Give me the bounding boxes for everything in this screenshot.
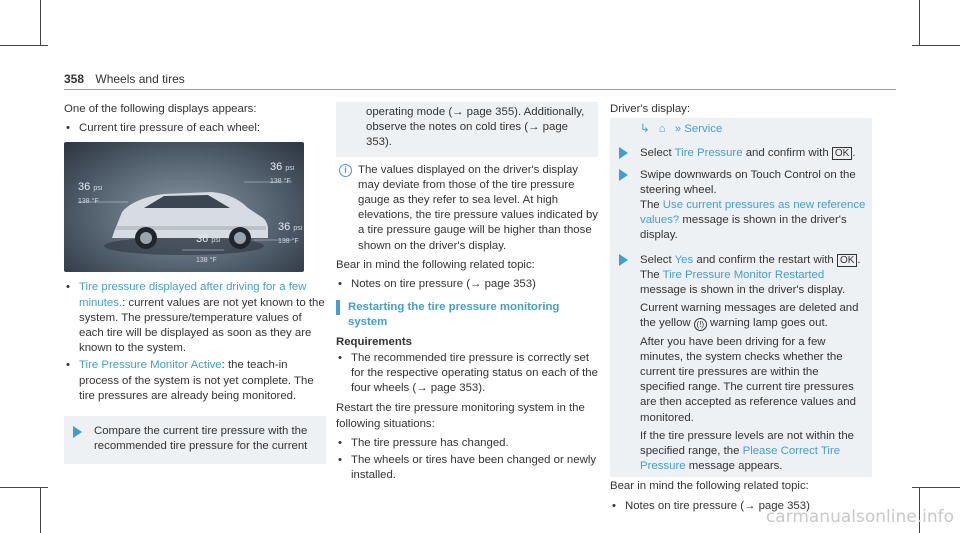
crop-mark <box>40 0 41 46</box>
related-topic-link[interactable]: • Notes on tire pressure (→ page 353) <box>336 277 598 292</box>
bullet-pressure-after-driving: • Tire pressure displayed after driving for a few minutes.: current values are not yet known to the system. The pressure/temperature values of each tire will be displayed as soon as they are known to the system. <box>64 280 326 356</box>
restart-intro: Restart the tire pressure monitoring system in the following situations: <box>336 402 585 430</box>
step-select-tire-pressure: Select Tire Pressure and confirm with OK . <box>610 143 872 164</box>
requirements-heading: Requirements <box>336 335 412 348</box>
watermark: carmanualsonline.info <box>765 507 954 527</box>
step-compare-pressure: Compare the current tire pressure with the recommended tire pressure for the current <box>64 416 326 464</box>
crop-mark <box>912 487 960 488</box>
menu-service: Service <box>684 123 723 136</box>
car-illustration <box>64 142 304 272</box>
related-topic-link[interactable]: • Notes on tire pressure (→ page 353) <box>610 499 872 514</box>
tire-value-rear-left: 36 psi <box>196 233 221 246</box>
situation-item: • The wheels or tires have been changed or newly installed. <box>336 453 598 483</box>
step-arrow-icon <box>73 426 82 438</box>
step-swipe-down: Swipe downwards on Touch Control on the steering wheel. The Use current pressures as new reference values? message is shown in the driver's display. <box>610 165 872 247</box>
menu-arrow-icon: ↳ <box>640 123 650 136</box>
drivers-display-label: Driver's display: <box>610 103 691 115</box>
tire-value-rear-right: 36 psi <box>278 221 303 234</box>
column-2 <box>336 102 598 485</box>
info-note: i The values displayed on the driver's display may deviate from those of the tire pressure gauge as they refer to sea level. At high elevations, the tire pressure values indicated by a tire pressure gauge will be higher than those shown on the driver's display. <box>336 163 598 254</box>
column-1 <box>64 102 326 464</box>
crop-mark <box>0 487 48 488</box>
tire-value-front-left: 36 psi <box>78 181 103 194</box>
tire-temp-rear-left: 138 °F <box>196 257 217 265</box>
step-compare-cont: operating mode (→ page 355). Additionally, observe the notes on cold tires (→ page 353). <box>336 102 598 157</box>
tire-value-front-right: 36 psi <box>270 161 295 174</box>
after-driving-text: After you have been driving for a few minutes, the system checks whether the current tire pressures are within the specified range. The current tire pressures are then accepted as reference values and monitored. <box>640 335 856 424</box>
tire-temp-front-right: 138 °F <box>270 178 291 186</box>
related-topic-intro: Bear in mind the following related topic: <box>336 258 535 271</box>
home-icon: ⌂ <box>658 123 666 136</box>
section-heading: Restarting the tire pressure monitoring system <box>336 300 598 330</box>
tire-pressure-figure <box>64 142 304 272</box>
menu-path <box>610 118 872 143</box>
crop-mark <box>0 45 48 46</box>
chevron-right-icon: » <box>674 123 682 136</box>
crop-mark <box>919 0 920 46</box>
requirement-item: • The recommended tire pressure is correctly set for the respective operating status on each of the four wheels (→ page 353). <box>336 351 598 397</box>
tire-temp-rear-right: 138 °F <box>278 238 299 246</box>
info-icon: i <box>339 164 352 177</box>
step-arrow-icon <box>619 169 628 181</box>
step-arrow-icon <box>619 147 628 159</box>
ok-key: OK <box>832 147 852 160</box>
step-arrow-icon <box>619 254 628 266</box>
section-title: Wheels and tires <box>95 72 185 86</box>
tire-temp-front-left: 138 °F <box>78 198 99 206</box>
bullet-monitor-active: • Tire Pressure Monitor Active: the teach-in process of the system is not yet complete. The tire pressures are already being monitored. <box>64 358 326 404</box>
crop-mark <box>912 45 960 46</box>
column-3 <box>610 102 872 516</box>
situation-item: • The tire pressure has changed. <box>336 436 598 451</box>
page-header <box>64 72 185 86</box>
intro-text: One of the following displays appears: <box>64 103 257 115</box>
crop-mark <box>40 487 41 533</box>
related-topic-intro: Bear in mind the following related topic: <box>610 480 809 493</box>
tire-warning-lamp-icon: (!) <box>694 318 707 331</box>
bullet-current-pressure: • Current tire pressure of each wheel: <box>64 121 326 136</box>
ok-key: OK <box>837 254 857 267</box>
page-number: 358 <box>64 72 85 86</box>
header-divider <box>64 89 896 90</box>
step-select-yes: Select Yes and confirm the restart with OK . The Tire Pressure Monitor Restarted message is shown in the driver's display. Current warning messages are deleted and the yellow (!) warning lamp goes out. After you have been driving for a few minutes, the system checks whether the current tire pressures are within the specified range. The current tire pressures are then accepted as reference values and monitored. If the tire pressure levels are not within the specified range, the Please Correct Tire Pressure message appears. <box>610 247 872 478</box>
